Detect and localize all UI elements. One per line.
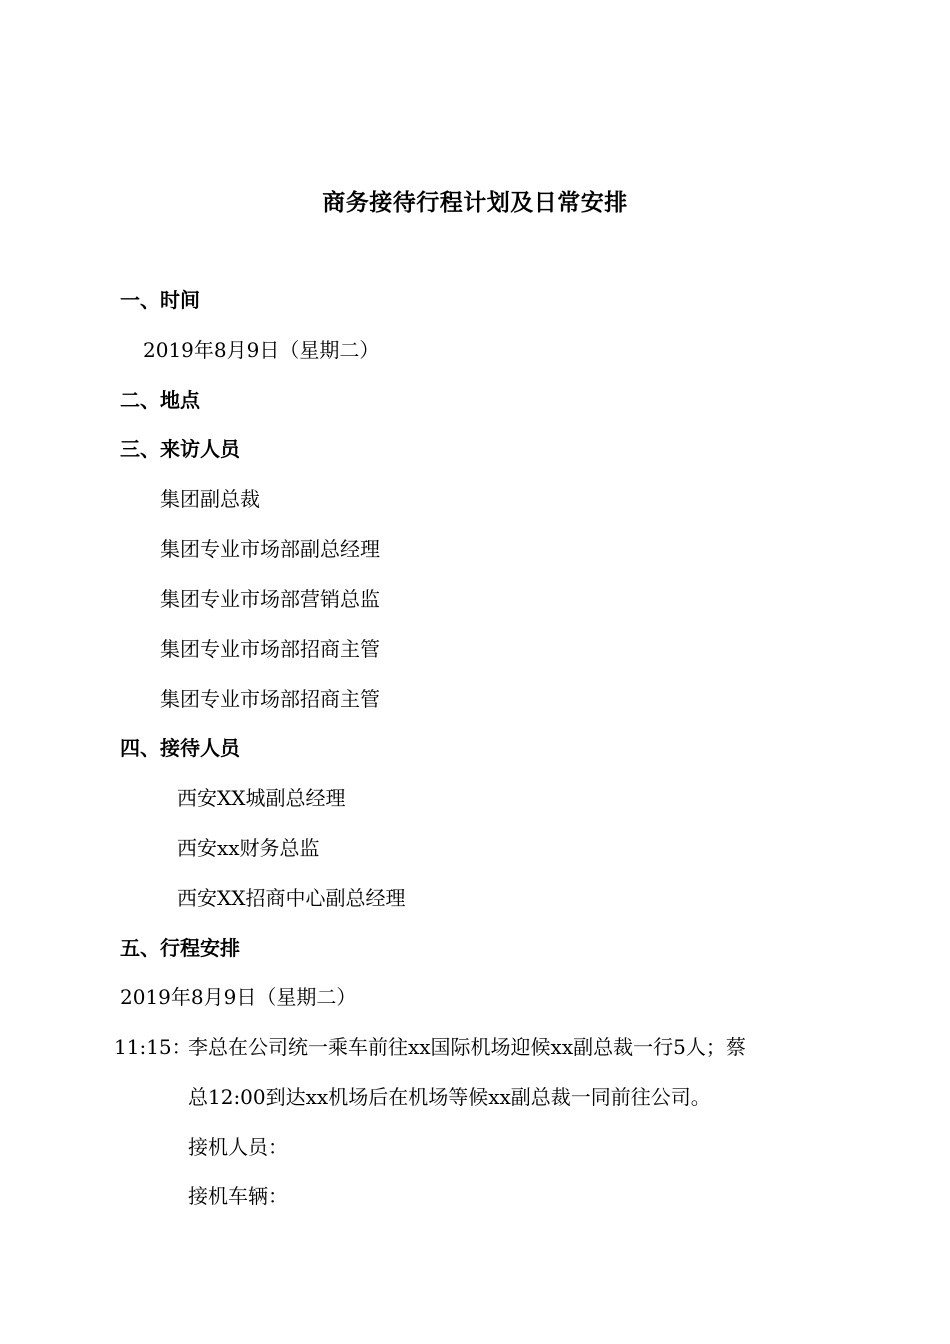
section-heading-time: 一、时间 — [120, 288, 200, 312]
visitor-item: 集团专业市场部营销总监 — [160, 587, 380, 611]
section-heading-schedule: 五、行程安排 — [120, 936, 240, 960]
visitor-item: 集团副总裁 — [160, 487, 260, 511]
receiver-item: 西安XX城副总经理 — [177, 786, 346, 810]
pickup-vehicle-label: 接机车辆： — [188, 1184, 288, 1208]
document-title: 商务接待行程计划及日常安排 — [322, 190, 628, 216]
schedule-entry-time: 11:15： — [114, 1035, 192, 1059]
receiver-item: 西安XX招商中心副总经理 — [177, 886, 406, 910]
section-heading-visitors: 三、来访人员 — [120, 437, 240, 461]
receiver-item: 西安xx财务总监 — [177, 836, 320, 860]
visitor-item: 集团专业市场部副总经理 — [160, 537, 380, 561]
time-date: 2019年8月9日（星期二） — [143, 338, 380, 362]
section-heading-receivers: 四、接待人员 — [120, 736, 240, 760]
visitor-item: 集团专业市场部招商主管 — [160, 637, 380, 661]
visitor-item: 集团专业市场部招商主管 — [160, 687, 380, 711]
schedule-entry-line: 李总在公司统一乘车前往xx国际机场迎候xx副总裁一行5人；蔡 — [188, 1035, 746, 1059]
schedule-date: 2019年8月9日（星期二） — [120, 985, 357, 1009]
section-heading-place: 二、地点 — [120, 388, 200, 412]
pickup-staff-label: 接机人员： — [188, 1135, 288, 1159]
schedule-entry-line: 总12:00到达xx机场后在机场等候xx副总裁一同前往公司。 — [188, 1085, 711, 1109]
